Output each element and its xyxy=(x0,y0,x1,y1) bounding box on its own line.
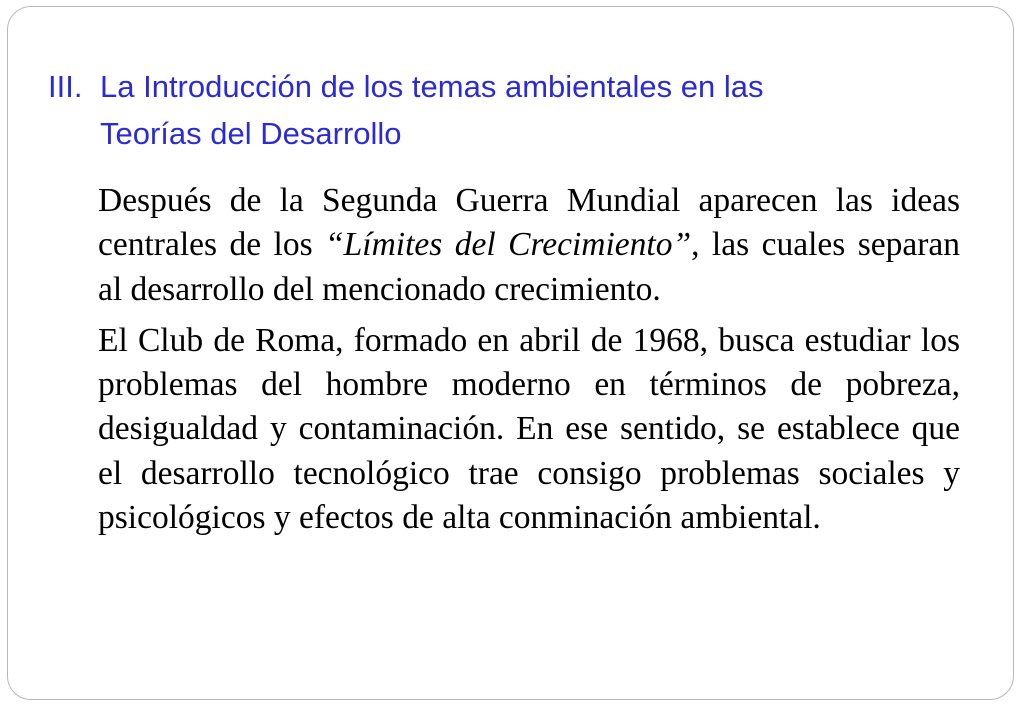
slide-title xyxy=(48,63,978,157)
title-text-line-1: La Introducción de los temas ambientales en las xyxy=(100,69,764,104)
slide-body xyxy=(98,179,960,540)
section-number: III. xyxy=(48,69,83,104)
paragraph-1 xyxy=(98,179,960,312)
slide-frame xyxy=(7,6,1014,700)
slide-title-line-1 xyxy=(48,63,978,110)
paragraph-1-text-end: , las cuales separan al desarrollo del mencionado crecimiento. xyxy=(98,226,961,308)
paragraph-1-quoted-title: “Límites del Crecimiento” xyxy=(325,226,692,264)
paragraph-2: El Club de Roma, formado en abril de 1968, busca estudiar los problemas del hombre moderno en términos de pobreza, desigualdad y contaminación. En ese sentido, se establece que el desarrollo tecnológico trae consigo problemas sociales y psicológicos y efectos de alta conminación ambiental. xyxy=(98,321,960,537)
paragraph-1-text-start: Después de la Segunda Guerra Mundial aparecen las ideas centrales de los xyxy=(98,182,960,264)
title-text-line-2: Teorías del Desarrollo xyxy=(100,116,402,151)
